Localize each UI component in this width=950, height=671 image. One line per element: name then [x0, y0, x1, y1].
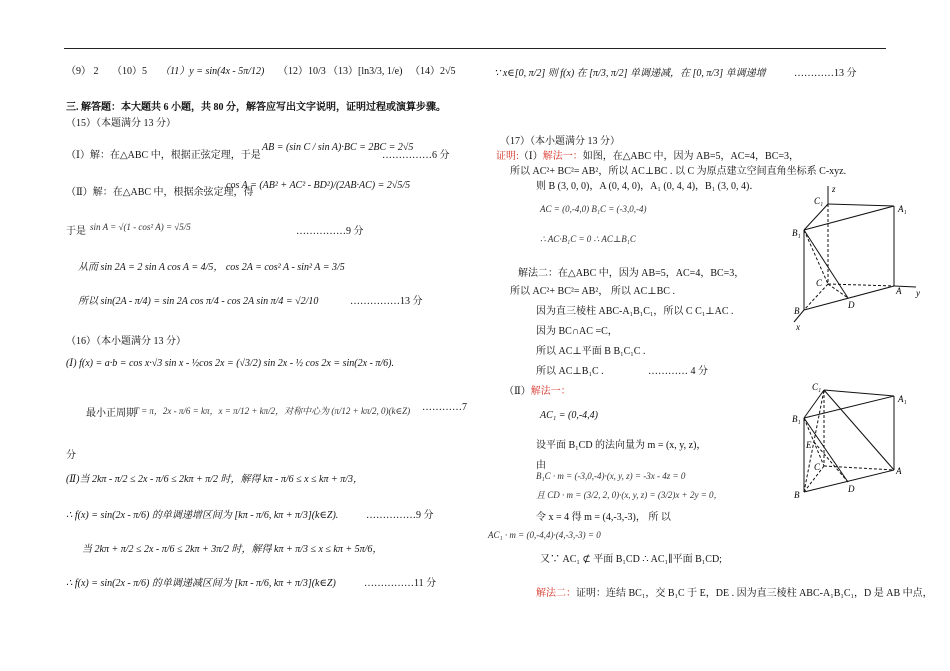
q16-line2-score: …………7	[422, 402, 467, 413]
answer-9: （9） 2	[66, 66, 99, 77]
q17-m3-text: 证明：连结 BC₁，交 B₁C 于 E，DE . 因为直三棱柱 ABC-A₁B₁C₁，D 是 AB 中点，	[576, 588, 933, 599]
prism-figure-1	[784, 182, 924, 332]
right-top-score: …………13 分	[794, 68, 857, 79]
q16-line4-score: ……………9 分	[366, 510, 434, 521]
fig1-label-a: A	[896, 286, 902, 296]
fig2-label-c1: C₁	[812, 382, 822, 392]
q17-m2-line4: 因为 BC∩AC =C，	[536, 326, 618, 337]
q15-line1-formula: AB = (sin C / sin A)·BC = 2BC = 2√5	[262, 142, 414, 153]
q17-part2-row	[504, 382, 571, 397]
q17-line1-row	[496, 147, 799, 162]
fig2-label-b1: B₁	[792, 414, 801, 424]
fig1-edge-c1b1	[804, 204, 828, 230]
q17-part2-label: （Ⅱ）	[504, 386, 531, 397]
fig2-label-a: A	[896, 466, 902, 476]
fig1-label-a1: A₁	[898, 204, 907, 214]
fig2-label-d: D	[848, 484, 855, 494]
fig2-label-b: B	[794, 490, 800, 500]
q15-line3-formula: sin A = √(1 - cos² A) = √5/5	[90, 222, 191, 232]
q16-line6: ∴ f(x) = sin(2x - π/6) 的单调递减区间为 [kπ - π/6, kπ + π/3](k∈Z)	[66, 578, 336, 589]
q15-line3-prefix: 于是	[66, 226, 86, 237]
q16-line2-formula: T = π，2x - π/6 = kπ，x = π/12 + kπ/2，对称中心为 (π/12 + kπ/2, 0)(k∈Z)	[134, 406, 411, 416]
q16-header: （16）（本小题满分 13 分）	[66, 336, 186, 347]
q16-line2-prefix: 最小正周期	[86, 408, 136, 419]
answer-14: （14）2√5	[410, 66, 456, 77]
q17-m2-line3: 因为直三棱柱 ABC-A₁B₁C₁，所以 C C₁⊥AC .	[536, 306, 734, 317]
q17-line2: 所以 AC²+ BC²= AB²，所以 AC⊥BC . 以 C 为原点建立空间直角坐标系 C-xyz.	[510, 166, 847, 177]
section-title: 三. 解答题：本大题共 6 小题，共 80 分，解答应写出文字说明，证明过程或演算步骤。	[66, 102, 446, 113]
prism-figure-2	[784, 378, 924, 508]
fig1-edge-b1d	[804, 230, 848, 298]
fig1-label-c1: C₁	[814, 196, 824, 206]
q17-line5: ∴ AC·B₁C = 0 ∴ AC⊥B₁C	[540, 234, 636, 244]
q17-p2-line7: 又∵ AC₁ ⊄ 平面 B₁CD ∴ AC₁∥平面 B₁CD;	[540, 554, 722, 565]
q17-p2-line5: 令 x = 4 得 m = (4,-3,-3)， 所 以	[536, 512, 671, 523]
q16-line6-score: ……………11 分	[364, 578, 437, 589]
fig2-edge-b1d	[804, 418, 848, 482]
answer-10: （10）5	[112, 66, 147, 77]
fig1-edge-c1a1	[828, 204, 894, 206]
fig1-label-z: z	[832, 184, 836, 194]
q17-method1-label: 解法一：	[542, 151, 583, 162]
fig1-edge-cd	[828, 284, 848, 298]
q17-p2-line3: B₁C · m = (-3,0,-4)·(x, y, z) = -3x - 4z = 0	[536, 471, 686, 481]
fig1-label-b1: B₁	[792, 228, 801, 238]
fig1-edge-ca	[828, 284, 894, 286]
q15-line1-score: ……………6 分	[382, 150, 450, 161]
fig2-label-c: C	[814, 462, 821, 472]
q16-line4: ∴ f(x) = sin(2x - π/6) 的单调递增区间为 [kπ - π/6, kπ + π/3](k∈Z).	[66, 510, 339, 521]
fig2-edge-c1a1	[824, 390, 894, 396]
q15-line1-prefix: （Ⅰ）解：在△ABC 中，根据正弦定理，于是	[66, 150, 261, 161]
q17-p2-line2: 设平面 B₁CD 的法向量为 m = (x, y, z)，	[536, 440, 707, 451]
q17-m3-row	[536, 584, 933, 599]
q17-p2-line1: AC₁ = (0,-4,4)	[540, 410, 598, 421]
q16-line3: (Ⅱ)当 2kπ - π/2 ≤ 2x - π/6 ≤ 2kπ + π/2 时，解得 kπ - π/6 ≤ x ≤ kπ + π/3，	[66, 474, 364, 485]
q15-line4: 从而 sin 2A = 2 sin A cos A = 4/5， cos 2A = cos² A - sin² A = 3/5	[78, 262, 345, 273]
q17-m2-line6: 所以 AC⊥B₁C .	[536, 366, 604, 377]
q16-line1: (Ⅰ) f(x) = a·b = cos x·√3 sin x - ½cos 2x = (√3/2) sin 2x - ½ cos 2x = sin(2x - π/6).	[66, 358, 394, 369]
q17-m2-score: ………… 4 分	[648, 366, 708, 377]
q17-p2-line3-prefix: 由	[536, 460, 546, 471]
q15-line3-score: ……………9 分	[296, 226, 364, 237]
fig2-edge-c1a	[824, 390, 894, 470]
q17-p2-line4: 且 CD · m = (3/2, 2, 0)·(x, y, z) = (3/2)x + 2y = 0，	[536, 490, 723, 500]
q15-line5: 所以 sin(2A - π/4) = sin 2A cos π/4 - cos 2A sin π/4 = √2/10	[78, 296, 319, 307]
q17-part1-label: （Ⅰ）	[518, 151, 543, 162]
q15-header: （15）（本题满分 13 分）	[66, 118, 176, 129]
answer-12: （12）10/3	[278, 66, 326, 77]
q17-m2-line2: 所以 AC²+ BC²= AB²， 所以 AC⊥BC .	[510, 286, 675, 297]
q16-line5: 当 2kπ + π/2 ≤ 2x - π/6 ≤ 2kπ + 3π/2 时，解得 kπ + π/3 ≤ x ≤ kπ + 5π/6，	[82, 544, 383, 555]
fig1-label-x: x	[796, 322, 800, 332]
q17-line3: 则 B (3, 0, 0)，A (0, 4, 0)，A₁ (0, 4, 4)，B₁ (3, 0, 4)．	[536, 181, 760, 192]
q17-part2-method: 解法一：	[530, 386, 571, 397]
fig1-label-b: B	[794, 306, 800, 316]
q17-line1: 如图，在△ABC 中，因为 AB=5，AC=4，BC=3，	[582, 151, 800, 162]
fig1-edge-b1a1	[804, 206, 894, 230]
q17-line4: AC = (0,-4,0) B₁C = (-3,0,-4)	[540, 204, 647, 214]
fig1-label-y: y	[916, 288, 920, 298]
q17-header: （17）（本小题满分 13 分）	[500, 136, 620, 147]
q15-line2-prefix: （Ⅱ）解：在△ABC 中，根据余弦定理，得	[66, 187, 254, 198]
answer-13: （13）[ln3/3, 1/e)	[328, 66, 403, 77]
fig2-label-a1: A₁	[898, 394, 907, 404]
q17-p2-line3-row	[536, 456, 685, 482]
q17-m2-line5: 所以 AC⊥平面 B B₁C₁C .	[536, 346, 646, 357]
q17-proof-label: 证明:	[496, 151, 519, 162]
q17-m2-line1: 解法二：在△ABC 中，因为 AB=5，AC=4，BC=3，	[518, 268, 745, 279]
fig1-label-c: C	[816, 278, 823, 288]
fig1-edge-b1c	[804, 230, 828, 284]
q15-line2-formula: cos A = (AB² + AC² - BD²)/(2AB·AC) = 2√5/5	[226, 180, 411, 191]
right-top-text: ∵ x∈[0, π/2] 则 f(x) 在 [π/3, π/2] 单调递减，在 [0, π/3] 单调递增	[494, 68, 766, 79]
q16-line2-cont: 分	[66, 450, 76, 461]
q15-line5-score: ……………13 分	[350, 296, 423, 307]
answer-11: （11）y = sin(4x - 5π/12)	[160, 66, 265, 77]
q17-m3-label: 解法二：	[536, 588, 576, 599]
fig1-label-d: D	[848, 300, 855, 310]
q17-p2-line6: AC₁ · m = (0,-4,4)·(4,-3,-3) = 0	[488, 530, 601, 540]
fig2-label-e: E	[806, 440, 812, 450]
top-rule	[64, 48, 886, 49]
